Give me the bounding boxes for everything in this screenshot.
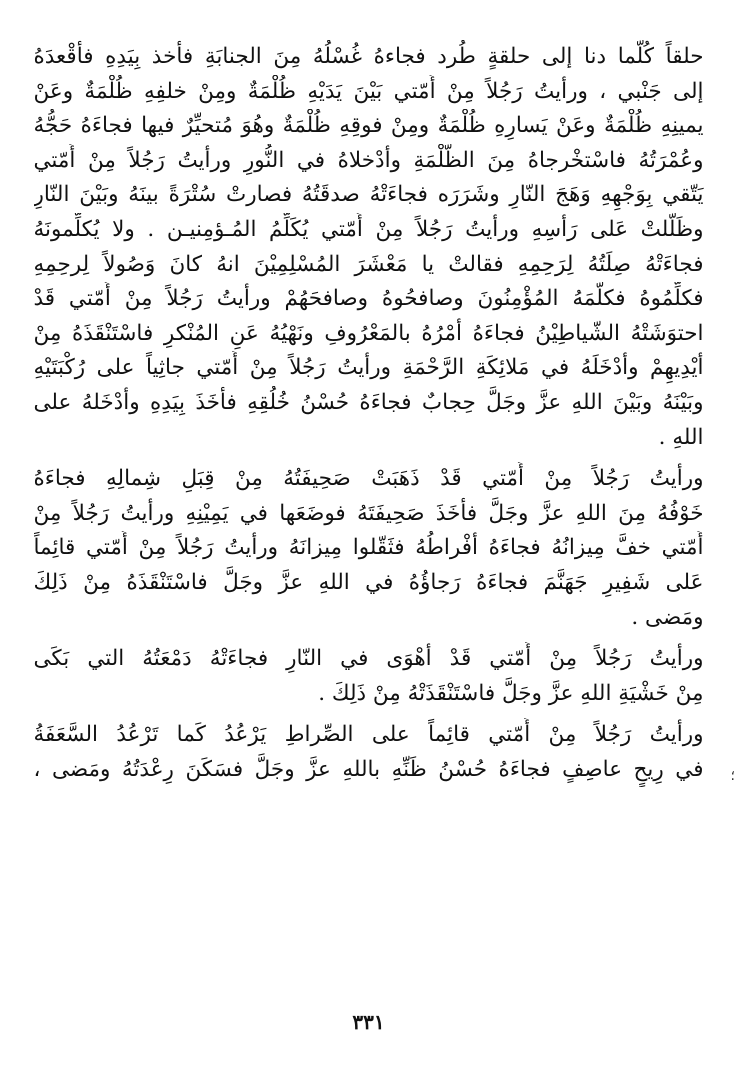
text-line: خَوْفُهُ مِنَ اللهِ عزَّ وجَلَّ فأخَذَ صَحِيفَتَهُ فوضَعَها في يَمِيْنِهِ ورأيتُ رَجُلاً مِنْ [33, 500, 704, 526]
text-line: ورأيتُ رَجُلاً مِنْ أُمّتي قائِماً على الصِّراطِ يَرْعُدُ كَما تَرْعُدُ السَّعَفَةُ [33, 722, 704, 748]
text-line: اللهِ . [658, 424, 704, 450]
text-line: فجاءَتْهُ صِلَتُهُ لِرَحِمِهِ فقالتْ يا مَعْشَرَ المُسْلِمِيْنَ انهُ كانَ وَصُولاً لِرحِمِهِ [33, 251, 704, 277]
text-line: حلقاً كُلّما دنا إلى حلقةٍ طُرد فجاءهُ غُسْلُهُ مِنَ الجنابَةِ فأخذ بِيَدِهِ فأقْعدَهُ [33, 44, 704, 69]
page-number: ٣٣١ [352, 1010, 385, 1034]
text-line: احتوَشَتْهُ الشّياطِيْنُ فجاءَهُ أمْرُهُ بالمَعْرُوفِ ونَهْيُهُ عَنِ المُنْكرِ فاسْتَنْقَذَهُ مِنْ [33, 320, 704, 346]
text-line: يمينِهِ ظُلْمَةٌ وعَنْ يَسارِهِ ظُلْمَةٌ ومِنْ فوقِهِ ظُلْمَةٌ وهُوَ مُتحيِّرٌ فيها فجاءَهُ حَجُّهُ [33, 113, 704, 139]
text-line: وظَلَّلتْ عَلى رَأسِهِ ورأيتُ رَجُلاً مِنْ أُمّتي يُكَلِّمُ المُـؤمِنيـن . ولا يُكلِّمونَهُ [33, 216, 704, 242]
margin-mark: ؛ [730, 768, 735, 784]
text-line: فكلِّمُوهُ فكلَّمَهُ المُؤْمِنُونَ وصافحُوهُ وصافحَهُمْ ورأيتُ رَجُلاً مِنْ أُمّتي قَدْ [33, 286, 704, 312]
text-line: في رِيحٍ عاصِفٍ فجاءَهُ حُسْنُ ظَنِّهِ باللهِ عزَّ وجَلَّ فسَكَنَ رِعْدَتُهُ ومَضى ، [33, 756, 704, 782]
text-line: يَتّقي بِوَجْهِهِ وَهَجَ النّارِ وشَرَرَه فجاءَتْهُ صدقَتُهُ فصارتْ سُتْرَةً بينَهُ وبَيْنَ النّارِ [33, 182, 704, 208]
text-line: ورأيتُ رَجُلاً مِنْ أُمّتي قَدْ ذَهَبَتْ صَحِيفَتُهُ مِنْ قِبَلِ شِمالِهِ فجاءَهُ [33, 466, 704, 492]
text-line: ومَضى . [631, 604, 704, 630]
text-line: أُمّتي خفَّ مِيزانُهُ فجاءَهُ أفْراطُهُ فثَقّلوا مِيزانَهُ ورأيتُ رَجُلاً مِنْ أُمّتي قائِماً [33, 535, 704, 561]
paragraph-4 [34, 718, 704, 787]
paragraph-2 [34, 462, 704, 635]
text-line: عَلى شَفِيرِ جَهَنَّمَ فجاءَهُ رَجاؤُهُ في اللهِ عزَّ وجَلَّ فاسْتَنْقَذَهُ مِنْ ذَلِكَ [33, 569, 704, 595]
text-line: إلى جَنْبي ، ورأيتُ رَجُلاً مِنْ أُمّتي بَيْنَ يَدَيْهِ ظُلْمَةٌ ومِنْ خلفِهِ ظُلْمَةٌ وعَنْ [33, 78, 704, 104]
body-text [34, 40, 704, 787]
text-line: وعُمْرَتُهُ فاسْتخْرجاهُ مِنَ الظُّلْمَةِ وأدْخلاهُ في النُّورِ ورأيتُ رَجُلاً مِنْ أُمّتي [33, 147, 704, 173]
paragraph-3 [34, 642, 704, 711]
text-line: أيْدِيهِمْ وأدْخَلَهُ في مَلائِكَةِ الرَّحْمَةِ ورأيتُ رَجُلاً مِنْ أُمّتي جاثِياً على رُكْبَتَيْهِ [33, 355, 704, 381]
text-line: وبَيْنَهُ وبَيْنَ اللهِ عزَّ وجَلَّ حِجابٌ فجاءَهُ حُسْنُ خُلُقِهِ فأخَذَ بِيَدِهِ وأدْخَلهُ على [33, 389, 704, 415]
paragraph-1 [34, 40, 704, 455]
text-line: ورأيتُ رَجُلاً مِنْ أُمّتي قَدْ أهْوَى في النّارِ فجاءَتْهُ دَمْعَتُهُ التي بَكَى [33, 646, 704, 672]
text-line: مِنْ خَشْيَةِ اللهِ عزَّ وجَلَّ فاسْتَنْقَذَتْهُ مِنْ ذَلِكَ . [318, 680, 704, 706]
